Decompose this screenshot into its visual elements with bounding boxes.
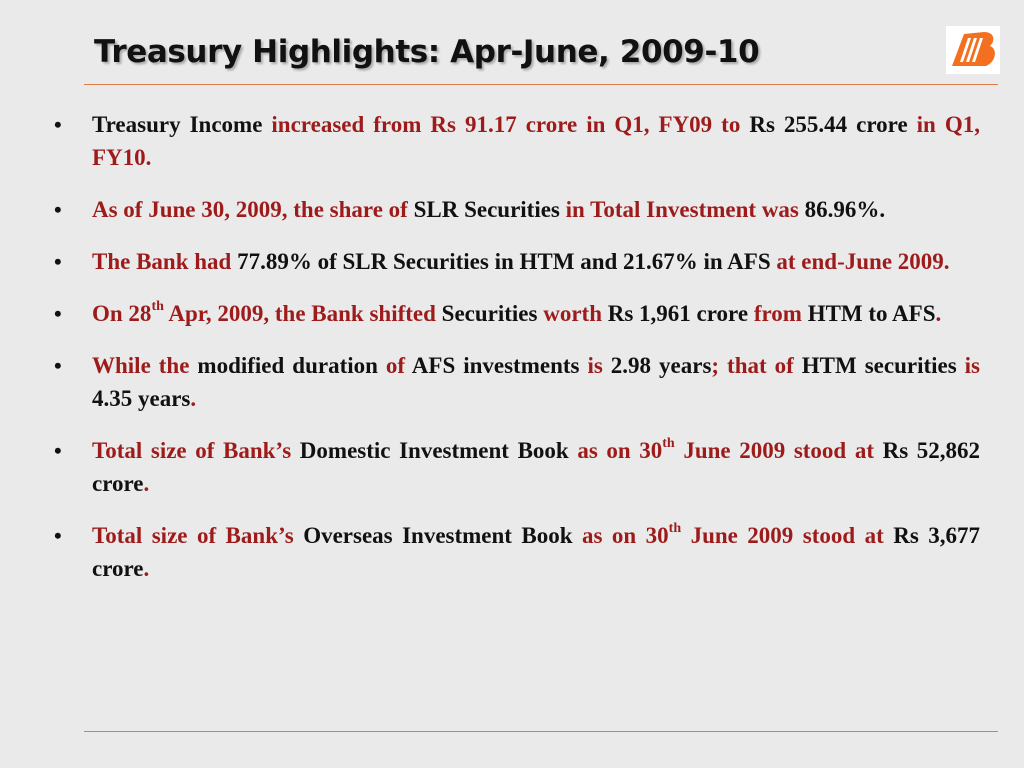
bullet-text-segment: While the — [92, 353, 198, 378]
bullet-text-segment: On 28 — [92, 301, 152, 326]
bullet-text-segment: ; that of — [711, 353, 802, 378]
bullet-dot-icon: • — [54, 197, 62, 222]
bullet-text-segment: 4.35 years — [92, 386, 191, 411]
bullet-text-segment: worth — [543, 301, 608, 326]
bullet-text-segment: As of June 30, 2009, the share of — [92, 197, 414, 222]
bullet-text-segment: . — [190, 386, 197, 411]
bullet-text-segment: Total size of Bank’s — [92, 523, 304, 548]
bullet-text-segment: Domestic Investment Book — [299, 438, 578, 463]
bullet-text-segment: SLR Securities — [413, 197, 566, 222]
bullet-text-segment: Apr, 2009, the Bank shifted — [163, 301, 442, 326]
bank-of-baroda-logo-icon — [946, 26, 1000, 74]
bullet-item — [50, 434, 980, 500]
bullet-item — [50, 349, 980, 415]
bullet-text-segment: in Q1, FY10. — [92, 112, 980, 170]
bullet-text-segment: Rs 3,677 crore — [92, 523, 980, 581]
slide-title: Treasury Highlights: Apr-June, 2009-10 — [94, 34, 760, 70]
bullet-text-segment: AFS investments — [411, 353, 588, 378]
bullet-text-segment: Securities — [441, 301, 544, 326]
bullet-text-segment: modified duration — [197, 353, 386, 378]
bullet-text-segment: . — [143, 471, 150, 496]
bullet-text-segment: th — [151, 299, 164, 315]
bullet-text-segment: . — [143, 556, 150, 581]
bullet-text-segment: at end-June 2009. — [776, 249, 950, 274]
bullet-text-segment: th — [668, 521, 682, 537]
bullet-dot-icon: • — [54, 301, 62, 326]
bullet-text-segment: from — [753, 301, 808, 326]
bullet-text-segment: 77.89% of SLR Securities in HTM and 21.67% in AFS — [237, 249, 777, 274]
bullet-text-segment: as on 30 — [577, 438, 663, 463]
bullet-text-segment: 2.98 years — [610, 353, 712, 378]
bullet-text-segment: in Total Investment was — [565, 197, 805, 222]
bullet-text-segment: Rs 255.44 crore — [749, 112, 917, 137]
bullet-text-segment: Treasury Income — [92, 112, 272, 137]
bullet-text-segment: is — [587, 353, 611, 378]
bullet-text-segment: Rs 1,961 crore — [607, 301, 754, 326]
bullet-item — [50, 193, 980, 226]
bullet-text-segment: 86.96%. — [804, 197, 886, 222]
bullet-dot-icon: • — [54, 353, 62, 378]
bullet-list — [50, 108, 980, 604]
bullet-text-segment: June 2009 stood at — [674, 438, 883, 463]
title-divider — [84, 84, 998, 85]
bullet-text-segment: . — [935, 301, 942, 326]
bullet-dot-icon: • — [54, 112, 62, 137]
bullet-item — [50, 297, 980, 330]
bullet-text-segment: HTM securities — [801, 353, 965, 378]
bullet-text-segment: of — [385, 353, 412, 378]
bullet-dot-icon: • — [54, 438, 62, 463]
bullet-text-segment: HTM to AFS — [807, 301, 936, 326]
bullet-text-segment: th — [662, 436, 675, 452]
bullet-text-segment: is — [964, 353, 980, 378]
bullet-item — [50, 245, 980, 278]
bullet-text-segment: Rs 52,862 crore — [92, 438, 981, 496]
bullet-item — [50, 519, 980, 585]
bullet-text-segment: Overseas Investment Book — [303, 523, 582, 548]
bullet-text-segment: The Bank had — [92, 249, 238, 274]
bullet-text-segment: increased from Rs 91.17 crore in Q1, FY09 to — [271, 112, 750, 137]
bullet-dot-icon: • — [54, 249, 62, 274]
bullet-dot-icon: • — [54, 523, 62, 548]
bullet-item — [50, 108, 980, 174]
bullet-text-segment: as on 30 — [582, 523, 669, 548]
bullet-text-segment: Total size of Bank’s — [92, 438, 300, 463]
footer-divider — [84, 731, 998, 732]
bullet-text-segment: June 2009 stood at — [681, 523, 894, 548]
